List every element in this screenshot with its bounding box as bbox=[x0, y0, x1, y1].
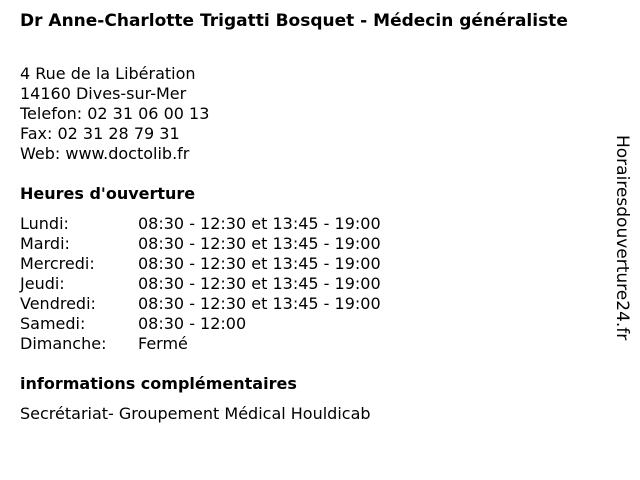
city-address: 14160 Dives-sur-Mer bbox=[20, 84, 187, 103]
day-label: Mardi: bbox=[20, 234, 70, 253]
day-label: Dimanche: bbox=[20, 334, 107, 353]
day-label: Samedi: bbox=[20, 314, 86, 333]
time-range: 08:30 - 12:30 et 13:45 - 19:00 bbox=[138, 294, 381, 313]
time-range: 08:30 - 12:30 et 13:45 - 19:00 bbox=[138, 234, 381, 253]
time-range: 08:30 - 12:00 bbox=[138, 314, 247, 333]
time-range: 08:30 - 12:30 et 13:45 - 19:00 bbox=[138, 254, 381, 273]
street-address: 4 Rue de la Libération bbox=[20, 64, 196, 83]
day-label: Vendredi: bbox=[20, 294, 96, 313]
day-label: Jeudi: bbox=[20, 274, 65, 293]
day-label: Lundi: bbox=[20, 214, 69, 233]
time-range: Fermé bbox=[138, 334, 188, 353]
day-label: Mercredi: bbox=[20, 254, 95, 273]
time-range: 08:30 - 12:30 et 13:45 - 19:00 bbox=[138, 214, 381, 233]
time-range: 08:30 - 12:30 et 13:45 - 19:00 bbox=[138, 274, 381, 293]
website-link[interactable]: Web: www.doctolib.fr bbox=[20, 144, 190, 163]
fax-number: Fax: 02 31 28 79 31 bbox=[20, 124, 180, 143]
opening-hours-heading: Heures d'ouverture bbox=[20, 184, 196, 203]
phone-number: Telefon: 02 31 06 00 13 bbox=[20, 104, 210, 123]
page-title: Dr Anne-Charlotte Trigatti Bosquet - Médecin généraliste bbox=[20, 11, 568, 31]
additional-info-heading: informations complémentaires bbox=[20, 374, 297, 393]
site-watermark: Horairesdouverture24.fr bbox=[612, 135, 632, 341]
contact-block bbox=[20, 64, 209, 164]
additional-info-text: Secrétariat- Groupement Médical Houldicab bbox=[20, 404, 371, 423]
